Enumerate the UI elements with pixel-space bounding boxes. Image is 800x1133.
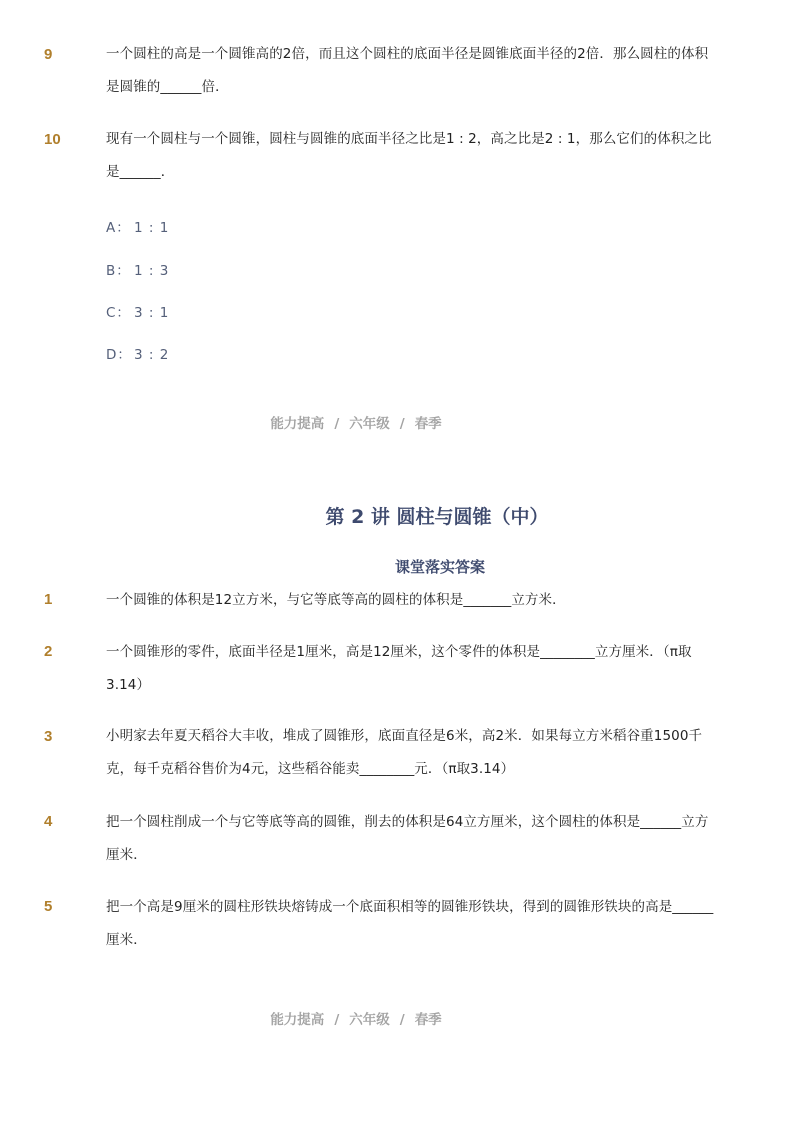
footer-course: 能力提高 — [270, 416, 325, 432]
option-value: 3 : 2 — [134, 347, 170, 363]
question-number: 1 — [44, 591, 53, 608]
option-label: C： — [106, 305, 131, 321]
lecture-subtitle: 课堂落实答案 — [394, 558, 485, 576]
footer-separator: / — [334, 416, 340, 432]
option-d[interactable] — [106, 343, 169, 363]
option-label: A： — [106, 220, 131, 236]
question-text: 现有一个圆柱与一个圆锥，圆柱与圆锥的底面半径之比是1 : 2，高之比是2 : 1，那么它们的体积之比是______． — [106, 131, 712, 180]
option-label: B： — [106, 263, 131, 279]
page-footer — [0, 1008, 712, 1028]
option-b[interactable] — [106, 259, 169, 279]
option-c[interactable] — [106, 301, 169, 321]
footer-term: 春季 — [414, 1012, 442, 1028]
option-value: 3 : 1 — [134, 305, 170, 321]
question-number: 5 — [44, 898, 53, 915]
question-number: 4 — [44, 813, 53, 830]
option-value: 1 : 1 — [134, 220, 170, 236]
footer-term: 春季 — [414, 416, 442, 432]
question-text: 一个圆锥的体积是12立方米，与它等底等高的圆柱的体积是_______立方米． — [106, 592, 566, 608]
option-value: 1 : 3 — [134, 263, 170, 279]
question-number: 2 — [44, 643, 53, 660]
question-number: 3 — [44, 728, 53, 745]
question-text: 一个圆柱的高是一个圆锥高的2倍，而且这个圆柱的底面半径是圆锥底面半径的2倍．那么圆柱的体积是圆锥的______倍． — [106, 46, 709, 95]
question-text: 一个圆锥形的零件，底面半径是1厘米，高是12厘米，这个零件的体积是________立方厘米．（π取3.14） — [106, 644, 692, 693]
question-text: 小明家去年夏天稻谷大丰收，堆成了圆锥形，底面直径是6米，高2米．如果每立方米稻谷重1500千克，每千克稻谷售价为4元，这些稻谷能卖________元．（π取3.14） — [106, 728, 703, 777]
footer-grade: 六年级 — [349, 416, 390, 432]
question-text: 把一个圆柱削成一个与它等底等高的圆锥，削去的体积是64立方厘米，这个圆柱的体积是______立方厘米． — [106, 814, 709, 863]
question-number: 10 — [44, 131, 61, 148]
footer-separator: / — [399, 1012, 405, 1028]
question-number: 9 — [44, 46, 53, 63]
page-footer — [0, 412, 712, 432]
footer-separator: / — [334, 1012, 340, 1028]
lecture-title: 第 2 讲 圆柱与圆锥（中） — [325, 506, 549, 528]
footer-separator: / — [399, 416, 405, 432]
option-a[interactable] — [106, 216, 169, 236]
footer-grade: 六年级 — [349, 1012, 390, 1028]
question-text: 把一个高是9厘米的圆柱形铁块熔铸成一个底面积相等的圆锥形铁块，得到的圆锥形铁块的高是______厘米． — [106, 899, 714, 948]
footer-course: 能力提高 — [270, 1012, 325, 1028]
option-label: D： — [106, 347, 132, 363]
